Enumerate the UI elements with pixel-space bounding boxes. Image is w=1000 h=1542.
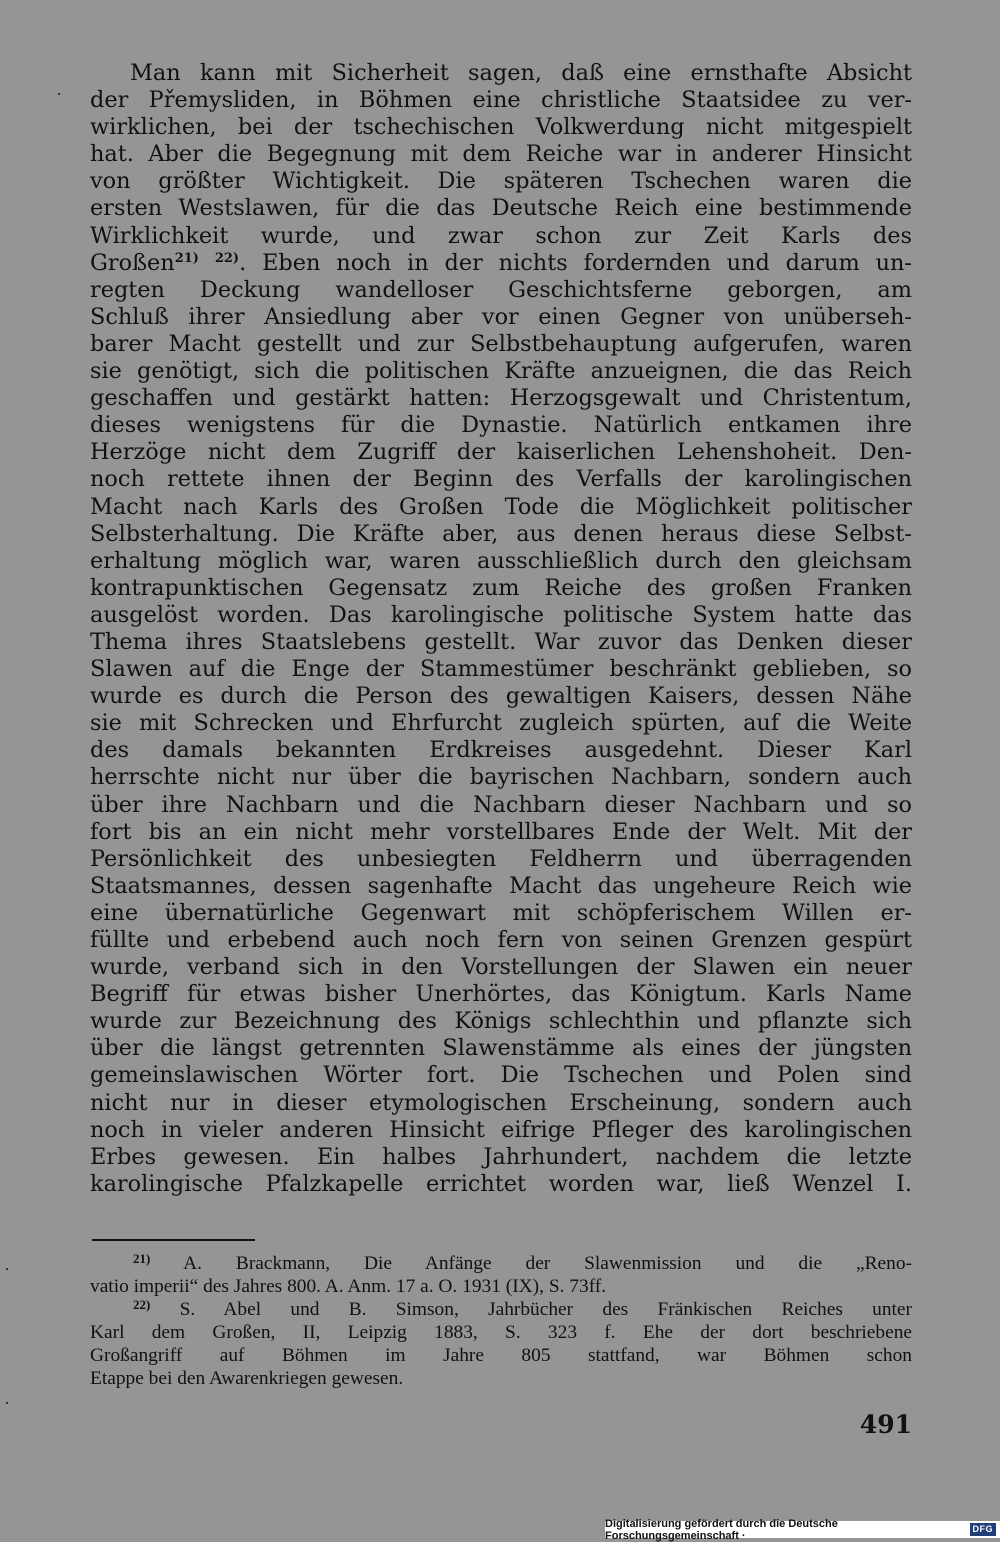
digitization-credit-bar xyxy=(605,1517,1000,1542)
text-line: Begriff für etwas bisher Unerhörtes, das Königtum. Karls Name xyxy=(90,981,912,1008)
text-line: hat. Aber die Begegnung mit dem Reiche war in anderer Hinsicht xyxy=(90,141,912,168)
footnote-text: S. Abel und B. Simson, Jahrbücher des Fränkischen Reiches unter xyxy=(179,1299,912,1321)
text-line: Staatsmannes, dessen sagenhafte Macht das ungeheure Reich wie xyxy=(90,872,912,899)
text-line: wurde, verband sich in den Vorstellungen der Slawen ein neuer xyxy=(90,954,912,981)
footnote-divider xyxy=(92,1239,255,1241)
text-line: ersten Westslawen, für die das Deutsche Reich eine bestimmende xyxy=(90,195,912,222)
footnote-line: Etappe bei den Awarenkriegen gewesen. xyxy=(90,1368,404,1390)
text-line: noch rettete ihnen der Beginn des Verfalls der karolingischen xyxy=(90,466,912,493)
footnote-21 xyxy=(90,1252,912,1275)
text-line: Wirklichkeit wurde, und zwar schon zur Zeit Karls des xyxy=(90,222,912,249)
footnote-ref-21[interactable]: 21) xyxy=(174,250,199,266)
text-line-with-footnote-refs xyxy=(90,250,912,277)
footnote-marker: 22) xyxy=(133,1297,151,1313)
text-line: sie genötigt, sich die politischen Kräfte anzueignen, die das Reich xyxy=(90,358,912,385)
text-line: Thema ihres Staatslebens gestellt. War zuvor das Denken dieser xyxy=(90,628,912,655)
footnote-22 xyxy=(90,1298,912,1321)
text-line: erhaltung möglich war, waren ausschließlich durch den gleichsam xyxy=(90,547,912,574)
text-line: der Přemysliden, in Böhmen eine christliche Staatsidee zu ver- xyxy=(90,87,912,114)
text-line: karolingische Pfalzkapelle errichtet worden war, ließ Wenzel I. xyxy=(90,1170,912,1197)
text-line: wirklichen, bei der tschechischen Volkwerdung nicht mitgespielt xyxy=(90,114,912,141)
page-number: 491 xyxy=(859,1410,912,1439)
text-line: ausgelöst worden. Das karolingische politische System hatte das xyxy=(90,601,912,628)
text-line: des damals bekannten Erdkreises ausgedehnt. Dieser Karl xyxy=(90,737,912,764)
digitization-credit-text: Digitalisierung gefördert durch die Deutsche Forschungsgemeinschaft · xyxy=(605,1517,838,1542)
text-line: Macht nach Karls des Großen Tode die Möglichkeit politischer xyxy=(90,493,912,520)
text-line: regten Deckung wandelloser Geschichtsferne geborgen, am xyxy=(90,276,912,303)
footnote-ref-22[interactable]: 22) xyxy=(214,250,240,266)
footnote-line: Großangriff auf Böhmen im Jahre 805 stattfand, war Böhmen schon xyxy=(90,1345,912,1367)
text-line: dieses wenigstens für die Dynastie. Natürlich entkamen ihre xyxy=(90,412,912,439)
text-line: noch in vieler anderen Hinsicht eifrige Pfleger des karolingischen xyxy=(90,1116,912,1143)
footnote-text: A. Brackmann, Die Anfänge der Slawenmission und die „Reno- xyxy=(183,1253,913,1274)
footnote-line: vatio imperii“ des Jahres 800. A. Anm. 17 a. O. 1931 (IX), S. 73ff. xyxy=(90,1276,607,1298)
footnotes xyxy=(90,1252,912,1391)
text-line: Herzöge nicht dem Zugriff der kaiserlichen Lehenshoheit. Den- xyxy=(90,439,912,466)
text-line: Schluß ihrer Ansiedlung aber vor einen Gegner von unüberseh- xyxy=(90,303,912,330)
scan-speck xyxy=(58,93,60,95)
text-line: über die längst getrennten Slawenstämme als eines der jüngsten xyxy=(90,1035,912,1062)
text-line: über ihre Nachbarn und die Nachbarn dieser Nachbarn und so xyxy=(90,791,912,818)
main-text xyxy=(90,60,912,1198)
text-line: wurde zur Bezeichnung des Königs schlechthin und pflanzte sich xyxy=(90,1008,912,1035)
footnote-marker: 21) xyxy=(133,1251,151,1266)
text-line: gemeinslawischen Wörter fort. Die Tschechen und Polen sind xyxy=(90,1062,912,1089)
text-line: Man kann mit Sicherheit sagen, daß eine ernsthafte Absicht xyxy=(130,60,912,86)
text-line: nicht nur in dieser etymologischen Erscheinung, sondern auch xyxy=(90,1089,912,1116)
text-line: Erbes gewesen. Ein halbes Jahrhundert, nachdem die letzte xyxy=(90,1143,912,1170)
text-line: Slawen auf die Enge der Stammestümer beschränkt geblieben, so xyxy=(90,656,912,683)
text-line: fort bis an ein nicht mehr vorstellbares Ende der Welt. Mit der xyxy=(90,818,912,845)
text-line: kontrapunktischen Gegensatz zum Reiche des großen Franken xyxy=(90,574,912,601)
dfg-logo-icon: DFG xyxy=(970,1523,997,1536)
text-line: Persönlichkeit des unbesiegten Feldherrn und überragenden xyxy=(90,845,912,872)
text-line: sie mit Schrecken und Ehrfurcht zugleich spürten, auf die Weite xyxy=(90,710,912,737)
scan-speck xyxy=(6,1268,8,1270)
text-line: wurde es durch die Person des gewaltigen Kaisers, dessen Nähe xyxy=(90,683,912,710)
text-line: geschaffen und gestärkt hatten: Herzogsgewalt und Christentum, xyxy=(90,385,912,412)
text-fragment: . Eben noch in der nichts fordernden und darum un- xyxy=(239,249,912,276)
text-line: eine übernatürliche Gegenwart mit schöpferischem Willen er- xyxy=(90,899,912,926)
text-line: füllte und erbebend auch noch fern von seinen Grenzen gespürt xyxy=(90,927,912,953)
text-line: Selbsterhaltung. Die Kräfte aber, aus denen heraus diese Selbst- xyxy=(90,520,912,547)
text-line: barer Macht gestellt und zur Selbstbehauptung aufgerufen, waren xyxy=(90,330,912,357)
text-line: von größter Wichtigkeit. Die späteren Tschechen waren die xyxy=(90,168,912,195)
footnote-line: Karl dem Großen, II, Leipzig 1883, S. 323 f. Ehe der dort beschriebene xyxy=(90,1322,912,1344)
scan-speck xyxy=(6,1402,8,1404)
text-line: herrschte nicht nur über die bayrischen Nachbarn, sondern auch xyxy=(90,764,912,791)
text-fragment: Großen xyxy=(90,249,175,276)
